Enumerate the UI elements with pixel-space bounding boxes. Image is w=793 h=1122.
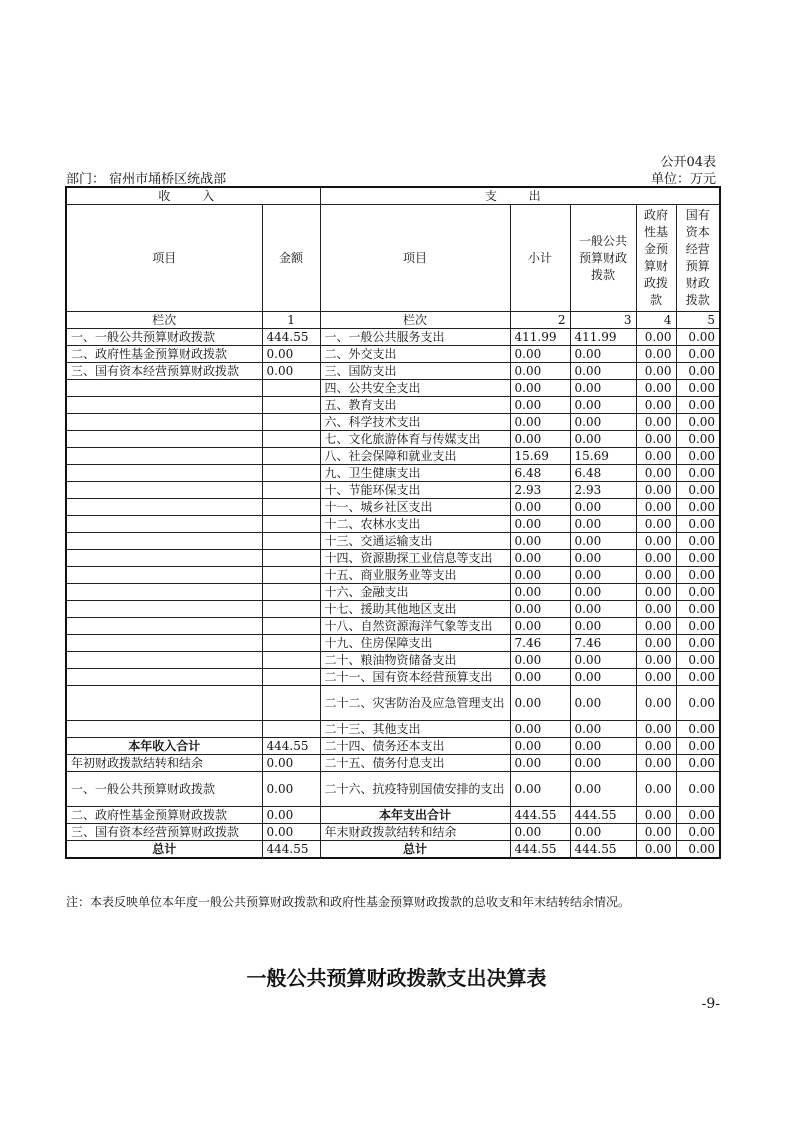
state-capital-cell: 0.00 [676, 652, 720, 669]
gov-fund-cell: 0.00 [636, 686, 676, 721]
subtotal-cell: 0.00 [510, 824, 570, 841]
income-item-cell [66, 448, 262, 465]
table-row [66, 772, 720, 807]
gov-fund-cell: 0.00 [636, 448, 676, 465]
expense-item-cell: 四、公共安全支出 [320, 380, 510, 397]
subtotal-cell: 0.00 [510, 363, 570, 380]
income-item-cell [66, 550, 262, 567]
state-capital-cell: 0.00 [676, 738, 720, 755]
income-item-cell: 年初财政拨款结转和结余 [66, 755, 262, 772]
state-capital-cell: 0.00 [676, 465, 720, 482]
index-state-capital: 5 [676, 312, 720, 329]
general-budget-cell: 0.00 [570, 652, 636, 669]
index-exp-label: 栏次 [320, 312, 510, 329]
expense-item-cell: 十三、交通运输支出 [320, 533, 510, 550]
income-item-cell [66, 516, 262, 533]
state-capital-cell: 0.00 [676, 431, 720, 448]
income-item-cell [66, 431, 262, 448]
income-amount-cell [262, 448, 320, 465]
state-capital-cell: 0.00 [676, 669, 720, 686]
subtotal-cell: 2.93 [510, 482, 570, 499]
expense-item-cell: 十、节能环保支出 [320, 482, 510, 499]
income-item-cell [66, 635, 262, 652]
state-capital-cell: 0.00 [676, 721, 720, 738]
income-amount-cell [262, 380, 320, 397]
expense-item-cell: 十八、自然资源海洋气象等支出 [320, 618, 510, 635]
income-amount-cell [262, 618, 320, 635]
state-capital-cell: 0.00 [676, 414, 720, 431]
subtotal-cell: 7.46 [510, 635, 570, 652]
gov-fund-header: 政府性基金预算财政拨款 [636, 205, 676, 312]
general-budget-cell: 0.00 [570, 550, 636, 567]
index-subtotal: 2 [510, 312, 570, 329]
subtotal-cell: 0.00 [510, 584, 570, 601]
state-capital-cell: 0.00 [676, 618, 720, 635]
general-budget-cell: 0.00 [570, 824, 636, 841]
unit-label: 单位：万元 [650, 172, 716, 187]
subtotal-cell: 0.00 [510, 499, 570, 516]
subtotal-cell: 0.00 [510, 550, 570, 567]
income-amount-cell [262, 397, 320, 414]
expense-item-cell: 十六、金融支出 [320, 584, 510, 601]
gov-fund-cell: 0.00 [636, 635, 676, 652]
income-item-cell: 一、一般公共预算财政拨款 [66, 329, 262, 346]
general-budget-cell: 0.00 [570, 738, 636, 755]
table-row [66, 635, 720, 652]
table-row [66, 807, 720, 824]
table-row [66, 482, 720, 499]
gov-fund-cell: 0.00 [636, 807, 676, 824]
table-row [66, 499, 720, 516]
income-item-cell [66, 601, 262, 618]
income-amount-cell: 0.00 [262, 346, 320, 363]
state-capital-cell: 0.00 [676, 380, 720, 397]
state-capital-cell: 0.00 [676, 516, 720, 533]
income-amount-cell [262, 721, 320, 738]
income-item-cell [66, 414, 262, 431]
income-item-cell: 三、国有资本经营预算财政拨款 [66, 824, 262, 841]
subtotal-header: 小计 [510, 205, 570, 312]
header-group-row [66, 187, 720, 205]
income-item-cell: 本年收入合计 [66, 738, 262, 755]
expense-item-cell: 十五、商业服务业等支出 [320, 567, 510, 584]
table-row [66, 550, 720, 567]
gov-fund-cell: 0.00 [636, 363, 676, 380]
budget-table [65, 186, 721, 859]
footnote: 注：本表反映单位本年度一般公共预算财政拨款和政府性基金预算财政拨款的总收支和年末结转结余情况。 [66, 895, 631, 909]
gov-fund-cell: 0.00 [636, 431, 676, 448]
general-budget-cell: 0.00 [570, 533, 636, 550]
table-row [66, 363, 720, 380]
income-amount-cell: 444.55 [262, 841, 320, 859]
income-amount-cell [262, 550, 320, 567]
index-label: 栏次 [66, 312, 262, 329]
general-budget-cell: 444.55 [570, 807, 636, 824]
income-amount-cell: 0.00 [262, 363, 320, 380]
index-gov-fund: 4 [636, 312, 676, 329]
general-budget-cell: 15.69 [570, 448, 636, 465]
state-capital-cell: 0.00 [676, 584, 720, 601]
income-item-cell [66, 499, 262, 516]
income-amount-cell [262, 652, 320, 669]
general-budget-cell: 7.46 [570, 635, 636, 652]
state-capital-cell: 0.00 [676, 601, 720, 618]
expense-item-header: 项目 [320, 205, 510, 312]
income-amount-cell [262, 584, 320, 601]
expense-item-cell: 二十六、抗疫特别国债安排的支出 [320, 772, 510, 807]
subtotal-cell: 6.48 [510, 465, 570, 482]
state-capital-cell: 0.00 [676, 448, 720, 465]
income-amount-header: 金额 [262, 205, 320, 312]
expense-item-cell: 六、科学技术支出 [320, 414, 510, 431]
income-amount-cell [262, 499, 320, 516]
income-amount-cell: 444.55 [262, 738, 320, 755]
income-amount-cell [262, 533, 320, 550]
gov-fund-cell: 0.00 [636, 516, 676, 533]
gov-fund-cell: 0.00 [636, 721, 676, 738]
table-row [66, 841, 720, 859]
subtotal-cell: 0.00 [510, 414, 570, 431]
expense-item-cell: 年末财政拨款结转和结余 [320, 824, 510, 841]
income-item-cell [66, 584, 262, 601]
table-code: 公开04表 [660, 155, 716, 170]
general-budget-cell: 0.00 [570, 380, 636, 397]
table-row [66, 380, 720, 397]
income-item-cell [66, 618, 262, 635]
state-capital-header: 国有资本经营预算财政拨款 [676, 205, 720, 312]
table-row [66, 533, 720, 550]
subtotal-cell: 0.00 [510, 533, 570, 550]
state-capital-cell: 0.00 [676, 397, 720, 414]
subtotal-cell: 0.00 [510, 601, 570, 618]
general-budget-cell: 0.00 [570, 618, 636, 635]
gov-fund-cell: 0.00 [636, 669, 676, 686]
gov-fund-cell: 0.00 [636, 346, 676, 363]
gov-fund-cell: 0.00 [636, 380, 676, 397]
table-row [66, 669, 720, 686]
income-item-cell [66, 482, 262, 499]
gov-fund-cell: 0.00 [636, 652, 676, 669]
table-row [66, 824, 720, 841]
table-row [66, 738, 720, 755]
expense-item-cell: 三、国防支出 [320, 363, 510, 380]
subtotal-cell: 0.00 [510, 397, 570, 414]
income-item-cell [66, 533, 262, 550]
general-budget-cell: 0.00 [570, 397, 636, 414]
department-label: 部门： 宿州市埇桥区统战部 [66, 172, 227, 187]
general-budget-cell: 0.00 [570, 721, 636, 738]
general-budget-cell: 0.00 [570, 686, 636, 721]
index-amount: 1 [262, 312, 320, 329]
subtotal-cell: 0.00 [510, 431, 570, 448]
gov-fund-cell: 0.00 [636, 533, 676, 550]
state-capital-cell: 0.00 [676, 482, 720, 499]
index-general: 3 [570, 312, 636, 329]
income-group-header: 收 入 [66, 187, 320, 205]
expense-item-cell: 二十三、其他支出 [320, 721, 510, 738]
income-item-cell: 二、政府性基金预算财政拨款 [66, 346, 262, 363]
state-capital-cell: 0.00 [676, 550, 720, 567]
income-amount-cell [262, 431, 320, 448]
state-capital-cell: 0.00 [676, 329, 720, 346]
state-capital-cell: 0.00 [676, 567, 720, 584]
gov-fund-cell: 0.00 [636, 824, 676, 841]
income-amount-cell [262, 669, 320, 686]
gov-fund-cell: 0.00 [636, 550, 676, 567]
subtotal-cell: 0.00 [510, 755, 570, 772]
expense-item-cell: 二、外交支出 [320, 346, 510, 363]
state-capital-cell: 0.00 [676, 635, 720, 652]
general-budget-cell: 6.48 [570, 465, 636, 482]
general-budget-cell: 0.00 [570, 567, 636, 584]
table-row [66, 567, 720, 584]
subtotal-cell: 444.55 [510, 807, 570, 824]
expense-item-cell: 十九、住房保障支出 [320, 635, 510, 652]
expense-item-cell: 七、文化旅游体育与传媒支出 [320, 431, 510, 448]
table-row [66, 414, 720, 431]
gov-fund-cell: 0.00 [636, 397, 676, 414]
state-capital-cell: 0.00 [676, 533, 720, 550]
income-amount-cell: 0.00 [262, 755, 320, 772]
page-number: -9- [701, 996, 720, 1012]
subtotal-cell: 0.00 [510, 618, 570, 635]
table-row [66, 584, 720, 601]
table-row [66, 618, 720, 635]
income-item-cell [66, 669, 262, 686]
table-row [66, 465, 720, 482]
table-row [66, 346, 720, 363]
expense-item-cell: 十七、援助其他地区支出 [320, 601, 510, 618]
expense-item-cell: 二十四、债务还本支出 [320, 738, 510, 755]
income-item-cell: 一、一般公共预算财政拨款 [66, 772, 262, 807]
next-section-title: 一般公共预算财政拨款支出决算表 [246, 966, 547, 990]
expense-item-cell: 九、卫生健康支出 [320, 465, 510, 482]
state-capital-cell: 0.00 [676, 841, 720, 859]
gov-fund-cell: 0.00 [636, 329, 676, 346]
state-capital-cell: 0.00 [676, 363, 720, 380]
general-budget-cell: 0.00 [570, 584, 636, 601]
general-budget-cell: 0.00 [570, 772, 636, 807]
income-item-header: 项目 [66, 205, 262, 312]
income-item-cell [66, 465, 262, 482]
subtotal-cell: 0.00 [510, 772, 570, 807]
expense-item-cell: 二十、粮油物资储备支出 [320, 652, 510, 669]
income-item-cell [66, 567, 262, 584]
general-budget-cell: 0.00 [570, 755, 636, 772]
subtotal-cell: 0.00 [510, 346, 570, 363]
subtotal-cell: 0.00 [510, 652, 570, 669]
subtotal-cell: 0.00 [510, 738, 570, 755]
general-budget-cell: 444.55 [570, 841, 636, 859]
subtotal-cell: 444.55 [510, 841, 570, 859]
expense-item-cell: 十一、城乡社区支出 [320, 499, 510, 516]
income-amount-cell: 0.00 [262, 807, 320, 824]
table-row [66, 601, 720, 618]
expense-item-cell: 二十一、国有资本经营预算支出 [320, 669, 510, 686]
income-amount-cell [262, 567, 320, 584]
gov-fund-cell: 0.00 [636, 499, 676, 516]
general-budget-header: 一般公共预算财政拨款 [570, 205, 636, 312]
general-budget-cell: 0.00 [570, 669, 636, 686]
general-budget-cell: 0.00 [570, 431, 636, 448]
state-capital-cell: 0.00 [676, 824, 720, 841]
state-capital-cell: 0.00 [676, 346, 720, 363]
subtotal-cell: 0.00 [510, 380, 570, 397]
table-row [66, 397, 720, 414]
gov-fund-cell: 0.00 [636, 618, 676, 635]
expense-item-cell: 八、社会保障和就业支出 [320, 448, 510, 465]
income-item-cell [66, 686, 262, 721]
table-row [66, 431, 720, 448]
gov-fund-cell: 0.00 [636, 584, 676, 601]
income-item-cell [66, 652, 262, 669]
income-amount-cell: 444.55 [262, 329, 320, 346]
expense-group-header: 支 出 [320, 187, 720, 205]
income-amount-cell [262, 601, 320, 618]
income-item-cell [66, 397, 262, 414]
income-item-cell: 二、政府性基金预算财政拨款 [66, 807, 262, 824]
table-row [66, 686, 720, 721]
gov-fund-cell: 0.00 [636, 567, 676, 584]
state-capital-cell: 0.00 [676, 686, 720, 721]
table-row [66, 448, 720, 465]
gov-fund-cell: 0.00 [636, 414, 676, 431]
gov-fund-cell: 0.00 [636, 482, 676, 499]
income-amount-cell [262, 465, 320, 482]
income-amount-cell [262, 686, 320, 721]
general-budget-cell: 0.00 [570, 363, 636, 380]
income-amount-cell [262, 414, 320, 431]
state-capital-cell: 0.00 [676, 772, 720, 807]
general-budget-cell: 0.00 [570, 346, 636, 363]
subtotal-cell: 0.00 [510, 516, 570, 533]
gov-fund-cell: 0.00 [636, 465, 676, 482]
expense-item-cell: 总计 [320, 841, 510, 859]
table-row [66, 755, 720, 772]
general-budget-cell: 0.00 [570, 601, 636, 618]
table-row [66, 329, 720, 346]
header-column-row [66, 205, 720, 312]
income-item-cell [66, 380, 262, 397]
expense-item-cell: 五、教育支出 [320, 397, 510, 414]
general-budget-cell: 0.00 [570, 499, 636, 516]
expense-item-cell: 一、一般公共服务支出 [320, 329, 510, 346]
subtotal-cell: 0.00 [510, 567, 570, 584]
subtotal-cell: 15.69 [510, 448, 570, 465]
table-row [66, 721, 720, 738]
table-row [66, 516, 720, 533]
table-row [66, 652, 720, 669]
gov-fund-cell: 0.00 [636, 601, 676, 618]
income-amount-cell [262, 482, 320, 499]
gov-fund-cell: 0.00 [636, 772, 676, 807]
subtotal-cell: 0.00 [510, 686, 570, 721]
general-budget-cell: 0.00 [570, 414, 636, 431]
column-index-row [66, 312, 720, 329]
general-budget-cell: 2.93 [570, 482, 636, 499]
expense-item-cell: 二十五、债务付息支出 [320, 755, 510, 772]
gov-fund-cell: 0.00 [636, 738, 676, 755]
state-capital-cell: 0.00 [676, 807, 720, 824]
subtotal-cell: 0.00 [510, 669, 570, 686]
expense-item-cell: 本年支出合计 [320, 807, 510, 824]
income-item-cell [66, 721, 262, 738]
subtotal-cell: 411.99 [510, 329, 570, 346]
income-amount-cell: 0.00 [262, 772, 320, 807]
subtotal-cell: 0.00 [510, 721, 570, 738]
state-capital-cell: 0.00 [676, 499, 720, 516]
gov-fund-cell: 0.00 [636, 755, 676, 772]
expense-item-cell: 十二、农林水支出 [320, 516, 510, 533]
state-capital-cell: 0.00 [676, 755, 720, 772]
general-budget-cell: 411.99 [570, 329, 636, 346]
income-item-cell: 三、国有资本经营预算财政拨款 [66, 363, 262, 380]
gov-fund-cell: 0.00 [636, 841, 676, 859]
income-amount-cell: 0.00 [262, 824, 320, 841]
income-amount-cell [262, 516, 320, 533]
expense-item-cell: 十四、资源勘探工业信息等支出 [320, 550, 510, 567]
expense-item-cell: 二十二、灾害防治及应急管理支出 [320, 686, 510, 721]
general-budget-cell: 0.00 [570, 516, 636, 533]
income-item-cell: 总计 [66, 841, 262, 859]
income-amount-cell [262, 635, 320, 652]
